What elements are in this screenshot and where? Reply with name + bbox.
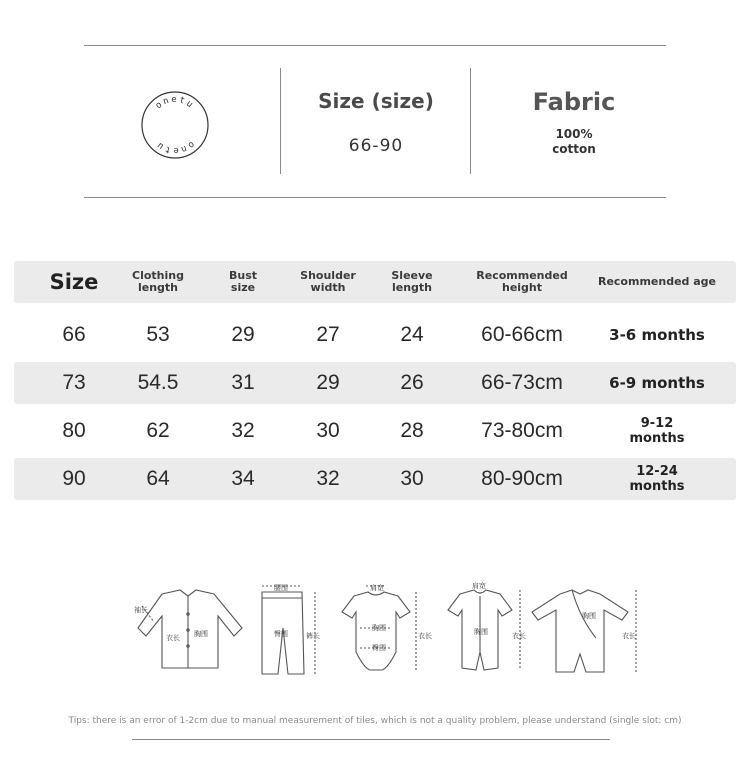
- svg-text:onetu: [154, 95, 196, 111]
- label-sleeve: 袖长: [134, 606, 148, 614]
- label-hip: 臀围: [372, 644, 386, 652]
- table-header-row: [14, 261, 736, 303]
- svg-text:onetu: [154, 139, 196, 155]
- wrap-romper-diagram-icon: [532, 590, 636, 672]
- label-bust: 胸围: [474, 628, 488, 636]
- measurement-diagrams: [120, 578, 640, 688]
- col-header-shoulder: Shoulder width: [300, 269, 356, 294]
- header-bottom-divider: [84, 197, 666, 198]
- cell-age: 12-24 months: [629, 464, 685, 494]
- label-shoulder: 肩宽: [472, 582, 486, 590]
- label-length: 衣长: [622, 632, 636, 640]
- cell-sleeve: 28: [400, 419, 424, 442]
- cardigan-diagram-icon: [138, 590, 242, 668]
- cell-height: 73-80cm: [481, 419, 563, 442]
- label-length: 衣长: [166, 634, 180, 642]
- size-title: Size (size): [318, 89, 434, 113]
- cell-clothing-length: 64: [146, 467, 170, 490]
- cell-shoulder: 29: [316, 371, 340, 394]
- cell-size: 90: [62, 467, 86, 490]
- col-header-age: Recommended age: [597, 275, 717, 288]
- table-row: [14, 362, 736, 404]
- tips-note: Tips: there is an error of 1-2cm due to manual measurement of tiles, which is not a quality problem, please understand (single slot: cm): [68, 716, 682, 726]
- cell-height: 60-66cm: [481, 323, 563, 346]
- logo-text-top: onetu: [153, 95, 197, 112]
- cell-shoulder: 30: [316, 419, 340, 442]
- cell-bust: 31: [231, 371, 255, 394]
- cell-clothing-length: 62: [146, 419, 170, 442]
- label-length: 衣长: [512, 632, 526, 640]
- bottom-divider: [132, 739, 610, 740]
- top-divider: [84, 45, 666, 46]
- cell-clothing-length: 53: [146, 323, 170, 346]
- header-separator-1: [280, 68, 281, 174]
- cell-age: 6-9 months: [609, 374, 705, 392]
- cell-bust: 34: [231, 467, 255, 490]
- cell-shoulder: 27: [316, 323, 340, 346]
- col-header-size: Size: [49, 270, 99, 294]
- label-bust: 胸围: [582, 612, 596, 620]
- cell-sleeve: 30: [400, 467, 424, 490]
- cell-age: 9-12 months: [629, 416, 685, 446]
- cell-height: 80-90cm: [481, 467, 563, 490]
- label-shoulder: 肩宽: [370, 584, 384, 592]
- brand-logo: [140, 90, 210, 160]
- header-separator-2: [470, 68, 471, 174]
- label-length: 衣长: [418, 632, 432, 640]
- fabric-line-material: cotton: [552, 142, 596, 156]
- table-row: [14, 410, 736, 452]
- table-row: [14, 314, 736, 356]
- label-bust: 胸围: [194, 630, 208, 638]
- cell-sleeve: 26: [400, 371, 424, 394]
- logo-text-bottom: onetu: [153, 138, 197, 155]
- cell-sleeve: 24: [400, 323, 424, 346]
- fabric-line-percent: 100%: [555, 127, 593, 141]
- col-header-height: Recommended height: [476, 269, 568, 294]
- fabric-content: [472, 127, 676, 157]
- col-header-bust: Bust size: [228, 269, 258, 294]
- cell-age: 3-6 months: [609, 326, 705, 344]
- label-waist: 腰围: [274, 584, 288, 592]
- pants-diagram-icon: [262, 586, 315, 674]
- cell-bust: 29: [231, 323, 255, 346]
- label-hip: 臀围: [274, 630, 288, 638]
- cell-bust: 32: [231, 419, 255, 442]
- cell-height: 66-73cm: [481, 371, 563, 394]
- cell-clothing-length: 54.5: [137, 371, 179, 394]
- table-row: [14, 458, 736, 500]
- col-header-sleeve: Sleeve length: [391, 269, 433, 294]
- col-header-clothing-length: Clothing length: [132, 269, 184, 294]
- size-range: 66-90: [348, 136, 404, 156]
- label-bust: 胸围: [372, 624, 386, 632]
- fabric-title: Fabric: [532, 88, 616, 116]
- cell-size: 73: [62, 371, 86, 394]
- cell-shoulder: 32: [316, 467, 340, 490]
- cell-size: 80: [62, 419, 86, 442]
- label-pants-length: 裤长: [306, 632, 320, 640]
- cell-size: 66: [62, 323, 86, 346]
